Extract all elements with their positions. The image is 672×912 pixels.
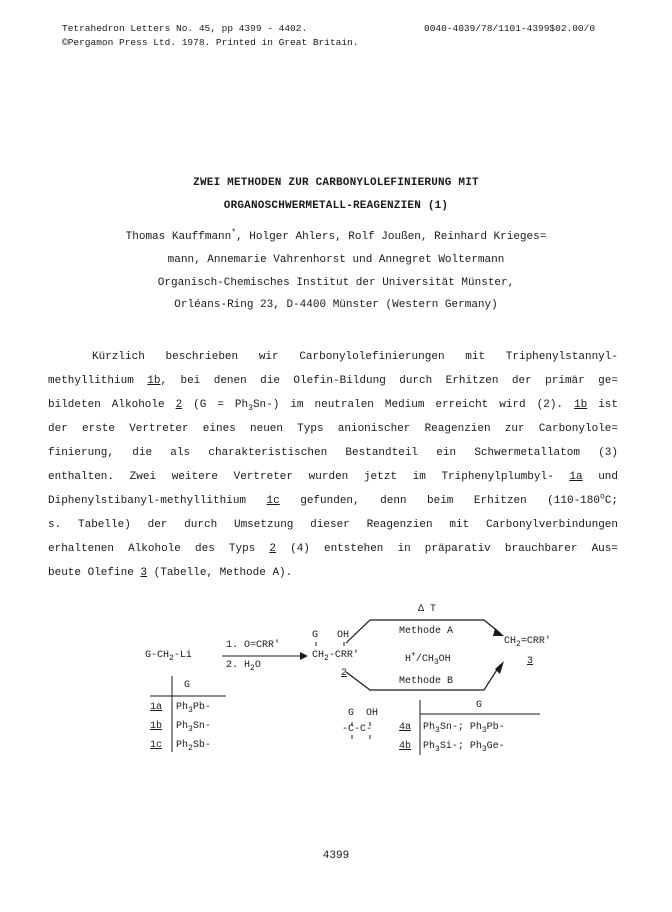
method-b-reagent: $H^+/CH_3OH$ bbox=[405, 650, 451, 667]
paragraph-line-3: bildeten Alkohole 2 $(G = Ph_3Sn-)$ im neutralen Medium erreicht wird (2). 1b ist bbox=[48, 399, 618, 414]
paragraph-line-7: Diphenylstibanyl-methyllithium 1c gefunden, denn beim Erhitzen (110-180$^o$C; bbox=[48, 492, 619, 507]
method-b-arrow-head bbox=[495, 661, 504, 674]
intermediate-number: 2 bbox=[341, 668, 348, 679]
paragraph-line-5: finierung, die als charakteristischen Bestandteil ein Schwermetallatom (3) bbox=[48, 447, 618, 459]
product-formula: $CH_2=CRR'$ bbox=[504, 636, 551, 649]
step-arrow-head bbox=[300, 652, 308, 660]
table2-row: 4a $Ph_3Sn-$; $Ph_3Pb-$ bbox=[399, 722, 505, 735]
affiliation-line-2: Orléans-Ring 23, D-4400 Münster (Western Germany) bbox=[174, 299, 498, 311]
table1-header: G bbox=[184, 680, 191, 691]
step-1-label: 1. O=CRR' bbox=[226, 640, 281, 651]
paragraph-line-10: beute Olefine 3 (Tabelle, Methode A). bbox=[48, 567, 293, 579]
article-code: 0040-4039/78/1101-4399$02.00/0 bbox=[424, 23, 596, 34]
reagent-formula: $G-CH_2-Li$ bbox=[145, 650, 192, 663]
method-b-label: Methode B bbox=[399, 676, 454, 687]
delta-t-label: Δ T bbox=[418, 604, 437, 615]
fragment-middle: -C-C- bbox=[342, 724, 373, 735]
paragraph-line-4: der erste Vertreter eines neuen Typs anionischer Reagenzien zur Carbonylole= bbox=[48, 423, 618, 435]
table1-row: 1a $Ph_3Pb-$ bbox=[150, 702, 211, 715]
authors-line-2: mann, Annemarie Vahrenhorst und Annegret Woltermann bbox=[167, 254, 505, 266]
affiliation-line-1: Organisch-Chemisches Institut der Universität Münster, bbox=[157, 277, 515, 289]
intermediate-oh: OH bbox=[337, 630, 350, 641]
fragment-top: G OH bbox=[348, 708, 379, 719]
paragraph-line-2: methyllithium 1b, bei denen die Olefin-Bildung durch Erhitzen der primär ge= bbox=[48, 375, 618, 387]
article-title-line-2: ORGANOSCHWERMETALL-REAGENZIEN (1) bbox=[223, 200, 449, 212]
corresponding-author-mark: * bbox=[231, 228, 237, 238]
copyright-line: ©Pergamon Press Ltd. 1978. Printed in Great Britain. bbox=[62, 37, 359, 48]
paragraph-line-8: s. Tabelle) der durch Umsetzung dieser Reagenzien mit Carbonylverbindungen bbox=[48, 519, 618, 531]
intermediate-g: G bbox=[312, 630, 319, 641]
product-number: 3 bbox=[527, 656, 534, 667]
paragraph-line-1: Kürzlich beschrieben wir Carbonylolefinierungen mit Triphenylstannyl- bbox=[92, 351, 618, 363]
intermediate-formula: $CH_2-CRR'$ bbox=[312, 650, 359, 663]
paragraph-line-6: enthalten. Zwei weitere Vertreter wurden jetzt im Triphenylplumbyl- 1a und bbox=[48, 471, 619, 483]
page-number: 4399 bbox=[322, 850, 350, 862]
article-title-line-1: ZWEI METHODEN ZUR CARBONYLOLEFINIERUNG MIT bbox=[193, 177, 479, 189]
paragraph-line-9: erhaltenen Alkohole des Typs 2 (4) entstehen in präparativ brauchbarer Aus= bbox=[48, 543, 618, 555]
table1-row: 1c $Ph_2Sb-$ bbox=[150, 740, 211, 753]
method-a-label: Methode A bbox=[399, 626, 454, 637]
authors-line-1: Thomas Kauffmann*, Holger Ahlers, Rolf Joußen, Reinhard Krieges= bbox=[125, 228, 547, 243]
table1-row: 1b $Ph_3Sn-$ bbox=[150, 721, 211, 734]
table2-row: 4b $Ph_3Si-$; $Ph_3Ge-$ bbox=[399, 741, 505, 754]
step-2-label: 2. $H_2O$ bbox=[226, 660, 261, 673]
journal-citation: Tetrahedron Letters No. 45, pp 4399 - 4402. bbox=[62, 23, 308, 34]
table2-header: G bbox=[476, 700, 483, 711]
